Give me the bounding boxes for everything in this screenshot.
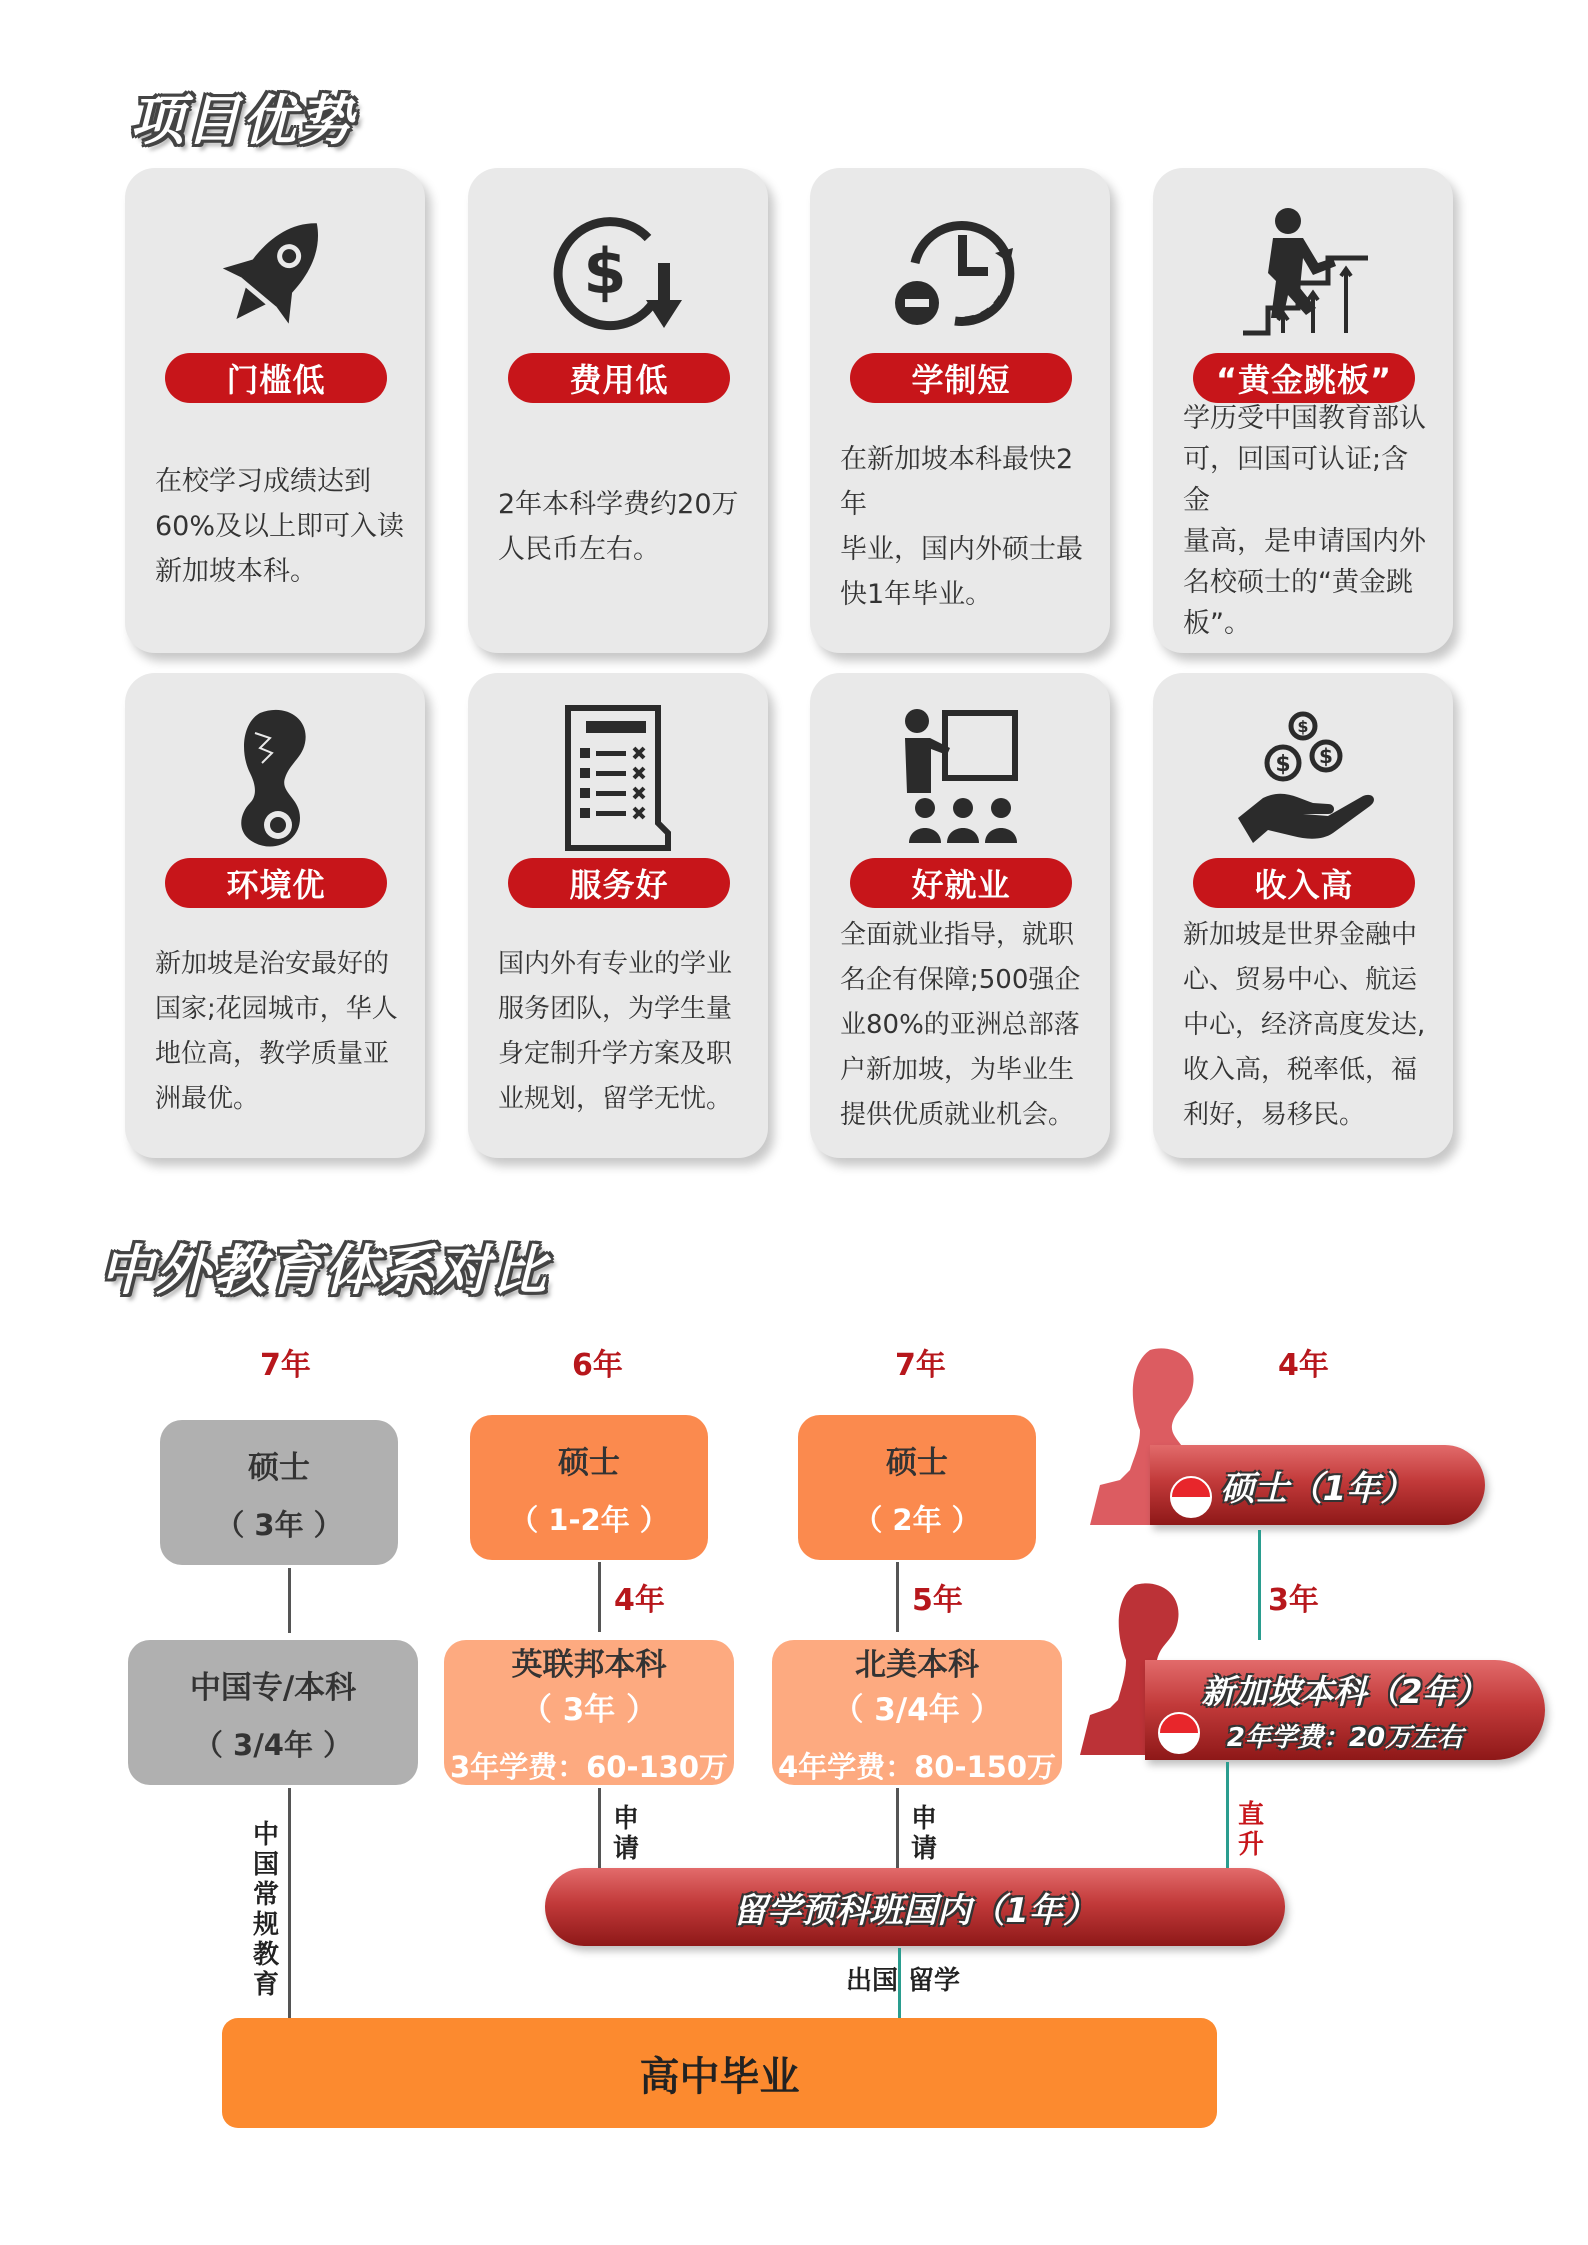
advantage-title: 费用低 <box>508 353 730 403</box>
advantage-card <box>1153 168 1453 653</box>
clock-minus-icon <box>810 198 1110 348</box>
dollar-down-icon <box>468 198 768 348</box>
svg-text:$: $ <box>1297 717 1309 736</box>
year-label: 6年 <box>572 1348 623 1383</box>
advantage-desc: 新加坡是治安最好的 国家;花园城市，华人 地位高，教学质量亚 洲最优。 <box>155 948 398 1114</box>
stairs-climber-icon <box>1153 198 1453 348</box>
svg-text:$: $ <box>1319 744 1333 768</box>
hand-coins-icon <box>1153 703 1453 853</box>
rocket-icon <box>125 198 425 348</box>
advantage-title: 收入高 <box>1193 858 1415 908</box>
advantage-desc: 全面就业指导，就职 名企有保障;500强企 业80%的亚洲总部落 户新加坡，为毕业生 提供优质就业机会。 <box>840 920 1081 1130</box>
abroad-label-left: 出国 <box>846 1966 899 1996</box>
highschool-box: 高中毕业 <box>222 2018 1217 2128</box>
advantage-card <box>468 673 768 1158</box>
advantage-title: 服务好 <box>508 858 730 908</box>
sg-bachelor-banner: 新加坡本科（2年） 2年学费：20万左右 <box>1145 1660 1545 1760</box>
advantage-card <box>810 673 1110 1158</box>
connector-line <box>1226 1762 1229 1868</box>
advantage-desc: 国内外有专业的学业 服务团队，为学生量 身定制升学方案及职 业规划，留学无忧。 <box>498 948 733 1114</box>
year-label: 5年 <box>912 1583 963 1618</box>
svg-text:$: $ <box>1275 752 1291 777</box>
china-master-box: 硕士 （ 3年 ） <box>160 1420 398 1565</box>
checklist-icon <box>468 703 768 853</box>
singapore-flag-icon <box>1158 1712 1200 1754</box>
merlion-icon <box>125 703 425 853</box>
direct-label: 直升 <box>1237 1800 1264 1860</box>
sg-master-banner: 硕士（1年） <box>1150 1445 1485 1525</box>
connector-line <box>896 1788 899 1868</box>
advantage-desc: 学历受中国教育部认 可，回国可认证;含金 量高，是申请国内外 名校硕士的“黄金跳 板”。 <box>1183 402 1426 639</box>
year-label: 7年 <box>260 1348 311 1383</box>
na-master-box: 硕士 （ 2年 ） <box>798 1415 1036 1560</box>
presentation-icon <box>810 703 1110 853</box>
uk-master-box: 硕士 （ 1-2年 ） <box>470 1415 708 1560</box>
advantage-title: “黄金跳板” <box>1193 353 1415 403</box>
svg-text:$: $ <box>583 235 627 308</box>
advantage-card <box>125 168 425 653</box>
advantage-title: 好就业 <box>850 858 1072 908</box>
connector-line <box>898 1948 901 2018</box>
prep-program-banner: 留学预科班国内（1年） <box>545 1868 1285 1946</box>
year-label: 4年 <box>1278 1348 1329 1383</box>
year-label: 3年 <box>1268 1583 1319 1618</box>
advantage-card <box>468 168 768 653</box>
year-label: 7年 <box>895 1348 946 1383</box>
advantage-desc: 在校学习成绩达到 60%及以上即可入读 新加坡本科。 <box>155 466 405 587</box>
advantage-desc: 新加坡是世界金融中 心、贸易中心、航运 中心，经济高度发达, 收入高，税率低，福 利好，易移民。 <box>1183 920 1426 1130</box>
advantage-desc: 在新加坡本科最快2年 毕业，国内外硕士最 快1年毕业。 <box>840 443 1083 610</box>
advantage-title: 门槛低 <box>165 353 387 403</box>
advantage-title: 环境优 <box>165 858 387 908</box>
connector-line <box>1258 1530 1261 1640</box>
abroad-label-right: 留学 <box>908 1966 961 1996</box>
advantage-card <box>1153 673 1453 1158</box>
advantage-card <box>810 168 1110 653</box>
china-bachelor-box: 中国专/本科 （ 3/4年 ） <box>128 1640 418 1785</box>
apply-label: 申请 <box>612 1804 639 1864</box>
na-bachelor-box: 北美本科（ 3/4年 ） 4年学费：80-150万 <box>772 1640 1062 1785</box>
connector-line <box>288 1788 291 2018</box>
connector-line <box>288 1568 291 1633</box>
section-title-advantages: 项目优势 <box>130 89 354 152</box>
connector-line <box>896 1562 899 1632</box>
singapore-flag-icon <box>1170 1476 1212 1518</box>
advantage-card <box>125 673 425 1158</box>
advantage-title: 学制短 <box>850 353 1072 403</box>
apply-label: 申请 <box>910 1804 937 1864</box>
connector-line <box>598 1562 601 1632</box>
advantage-desc: 2年本科学费约20万 人民币左右。 <box>498 488 739 565</box>
year-label: 4年 <box>614 1583 665 1618</box>
uk-bachelor-box: 英联邦本科（ 3年 ） 3年学费：60-130万 <box>444 1640 734 1785</box>
section-title-comparison: 中外教育体系对比 <box>100 1239 548 1302</box>
connector-line <box>598 1788 601 1868</box>
china-regular-label: 中国常规教育 <box>252 1820 279 2000</box>
